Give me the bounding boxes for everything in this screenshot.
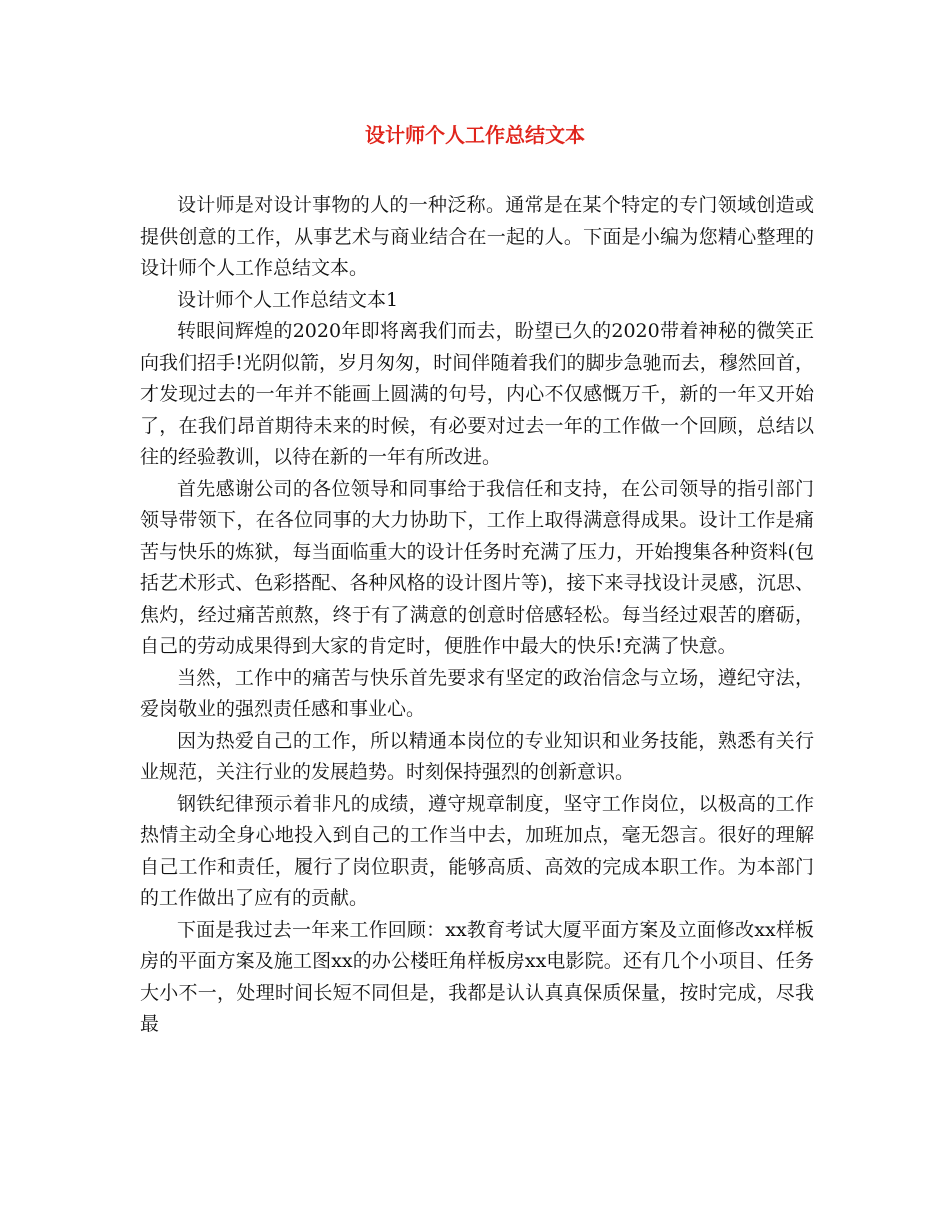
- document-title: 设计师个人工作总结文本: [365, 123, 585, 147]
- body-paragraph: 当然，工作中的痛苦与快乐首先要求有坚定的政治信念与立场，遵纪守法，爱岗敬业的强烈责任感和事业心。: [140, 666, 814, 720]
- body-paragraph: 钢铁纪律预示着非凡的成绩，遵守规章制度，坚守工作岗位，以极高的工作热情主动全身心地投入到自己的工作当中去，加班加点，毫无怨言。很好的理解自己工作和责任，履行了岗位职责，能够高质、高效的完成本职工作。为本部门的工作做出了应有的贡献。: [140, 792, 814, 909]
- body-paragraph: 首先感谢公司的各位领导和同事给于我信任和支持，在公司领导的指引部门领导带领下，在各位同事的大力协助下，工作上取得满意得成果。设计工作是痛苦与快乐的炼狱，每当面临重大的设计任务时充满了压力，开始搜集各种资料(包括艺术形式、色彩搭配、各种风格的设计图片等)，接下来寻找设计灵感，沉思、焦灼，经过痛苦煎熬，终于有了满意的创意时倍感轻松。每当经过艰苦的磨砺，自己的劳动成果得到大家的肯定时，便胜作中最大的快乐!充满了快意。: [140, 477, 814, 657]
- body-paragraph: 因为热爱自己的工作，所以精通本岗位的专业知识和业务技能，熟悉有关行业规范，关注行业的发展趋势。时刻保持强烈的创新意识。: [140, 729, 814, 783]
- body-paragraph: 下面是我过去一年来工作回顾：xx教育考试大厦平面方案及立面修改xx样板房的平面方案及施工图xx的办公楼旺角样板房xx电影院。还有几个小项目、任务大小不一，处理时间长短不同但是，我都是认认真真保质保量，按时完成，尽我最: [140, 918, 814, 1035]
- section-heading: 设计师个人工作总结文本1: [177, 288, 399, 311]
- intro-paragraph: 设计师是对设计事物的人的一种泛称。通常是在某个特定的专门领域创造或提供创意的工作，从事艺术与商业结合在一起的人。下面是小编为您精心整理的设计师个人工作总结文本。: [140, 194, 814, 279]
- document-body: [140, 190, 814, 1041]
- body-paragraph: 转眼间辉煌的2020年即将离我们而去，盼望已久的2020带着神秘的微笑正向我们招手!光阴似箭，岁月匆匆，时间伴随着我们的脚步急驰而去，穆然回首，才发现过去的一年并不能画上圆满的句号，内心不仅感慨万千，新的一年又开始了，在我们昂首期待未来的时候，有必要对过去一年的工作做一个回顾，总结以往的经验教训，以待在新的一年有所改进。: [140, 320, 814, 468]
